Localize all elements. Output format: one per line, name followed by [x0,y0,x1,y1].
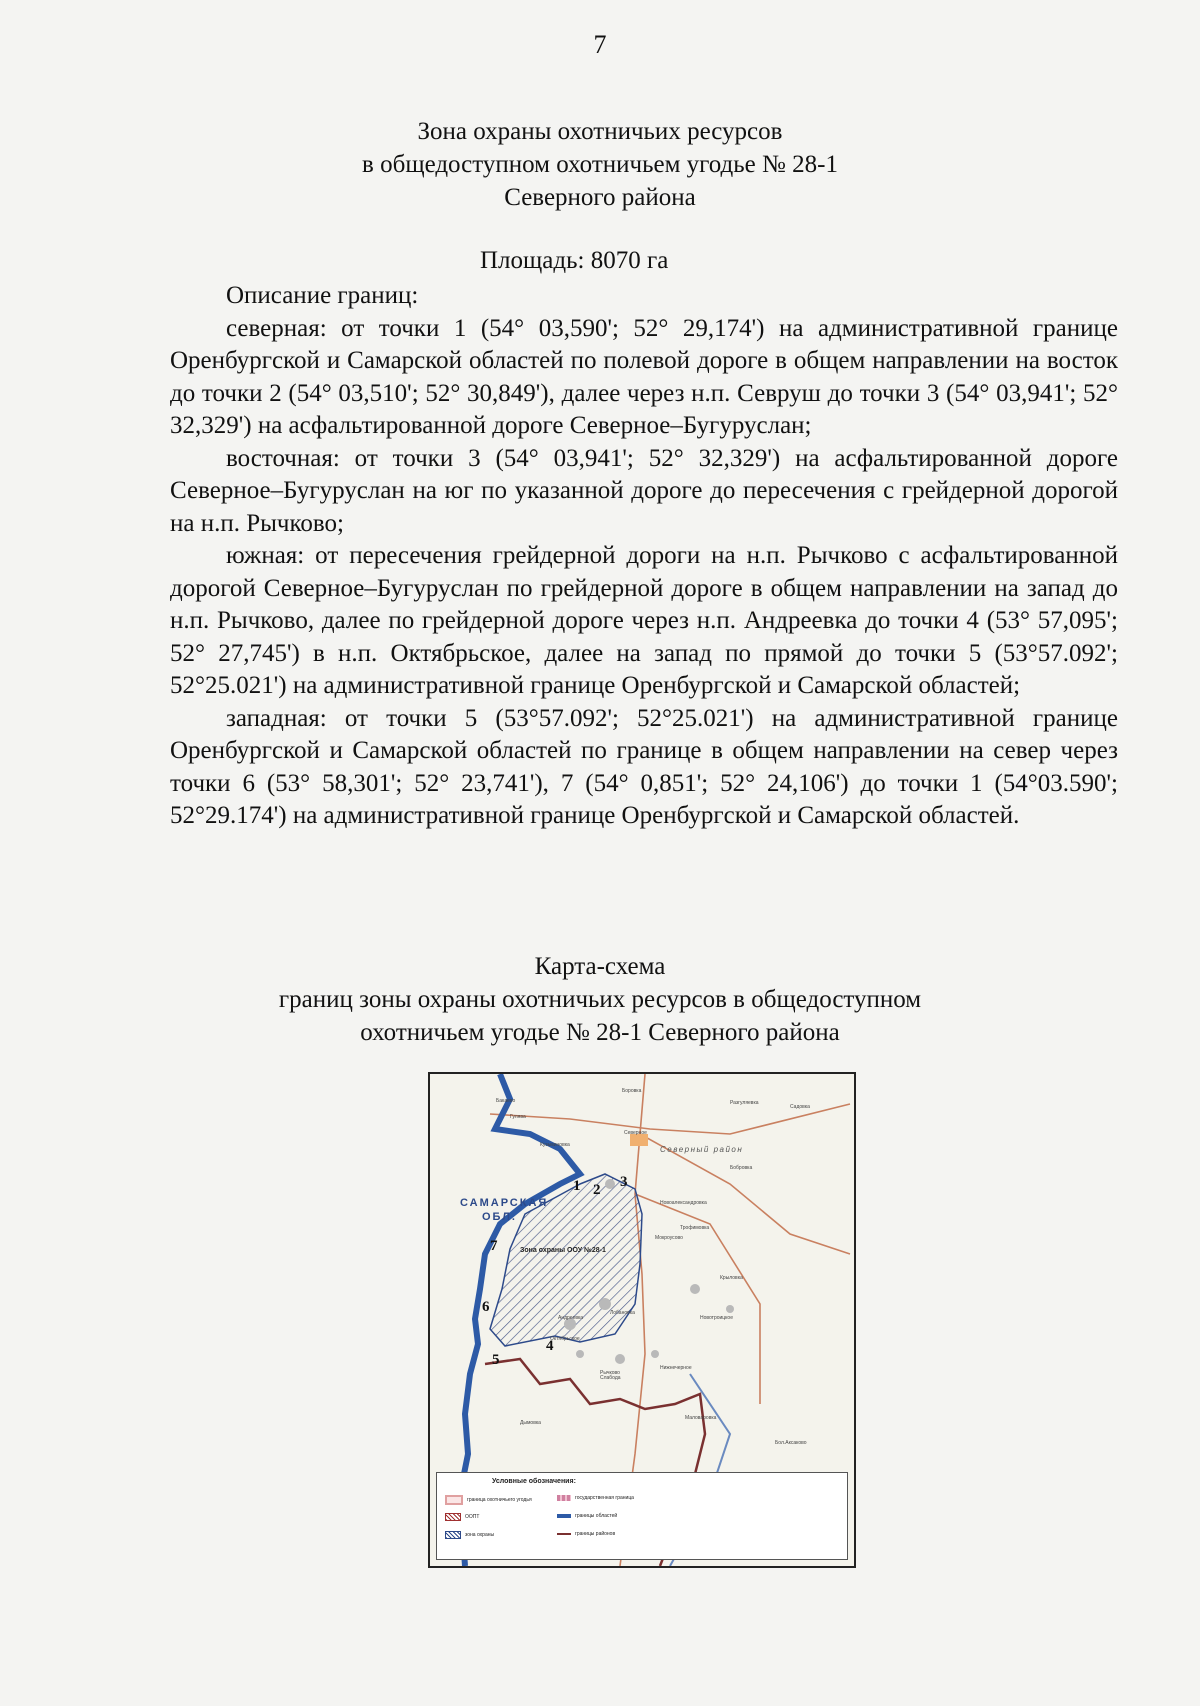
settlement-label: Октябрьское [550,1336,580,1342]
zone-label: Зона охраны ООУ №28-1 [520,1247,606,1254]
map-title-line: Карта-схема [534,953,666,980]
district-border-swatch [557,1533,571,1535]
legend-item [445,1531,494,1539]
settlement-label: Разгуляевка [730,1100,759,1106]
hunting-ground-swatch [445,1495,463,1505]
settlement-label: Лобановка [610,1310,635,1316]
legend-label: границы областей [575,1513,618,1519]
settlement-label: Кузьминовка [540,1142,570,1148]
point-5-label: 5 [492,1352,500,1368]
legend-label: границы районов [575,1531,616,1537]
samara-region-label-2: ОБЛ. [482,1211,517,1223]
point-6-label: 6 [482,1299,490,1315]
settlement-label: Трофимовка [680,1225,710,1231]
settlement-label: Боровка [622,1088,642,1094]
area-value: Площадь: 8070 га [480,247,669,274]
legend-item [445,1513,479,1521]
legend-label: ООПТ [465,1514,480,1520]
settlement-label: Маловаровка [685,1415,717,1421]
protection-zone-swatch [445,1531,461,1539]
settlement-label: Андреевка [558,1315,584,1321]
settlement-label: Новотроицкое [700,1315,733,1321]
point-3-label: 3 [620,1174,628,1190]
description-heading: Описание границ: [226,282,419,309]
map-title-line: границ зоны охраны охотничьих ресурсов в общедоступном [278,986,922,1013]
legend-label: граница охотничьего угодья [467,1497,532,1503]
page-number: 7 [593,30,607,59]
map-title-line: охотничьем угодье № 28-1 Северного района [360,1019,840,1046]
north-district-label: Северный район [660,1145,744,1154]
south-boundary: южная: от пересечения грейдерной дороги на н.п. Рычково с асфальтированной дорогой Северное–Бугуруслан по грейдерной дороге в общем направлении на запад до н.п. Рычково, далее по грейдерной дороге через н.п. Андреевка до точки 4 (53° 57,095'; 52° 27,745') в н.п. Октябрьское, далее на запад по прямой до точки 5 (53°57.092'; 52°25.021') на административной границе Оренбургской и Самарской областей; [170,542,1118,699]
legend-title: Условные обозначения: [492,1478,576,1485]
document-title [200,115,1000,214]
map-legend [436,1472,848,1560]
state-border-swatch [557,1495,571,1501]
oblast-border-swatch [557,1514,571,1518]
settlement-label: Дымовка [520,1420,541,1426]
settlement-label: Мокроусово [655,1235,683,1241]
settlement-label: Нижнечерное [660,1365,692,1371]
settlement-label: Бакаево [496,1098,516,1104]
settlement-label: Крыловка [720,1275,743,1281]
settlement-label: Новоалександровка [660,1200,707,1206]
legend-item [445,1495,532,1505]
settlement-label: Бобровка [730,1165,753,1171]
settlement-label: Северное [624,1130,647,1136]
legend-item [557,1513,617,1519]
title-line: в общедоступном охотничьем угодье № 28-1 [362,151,838,178]
point-1-label: 1 [573,1178,581,1194]
settlement-label: Бол.Аксаково [775,1440,807,1446]
legend-label: государственная граница [575,1495,634,1501]
protected-area-swatch [445,1513,461,1521]
point-7-label: 7 [490,1238,498,1254]
east-boundary: восточная: от точки 3 (54° 03,941'; 52° 32,329') на асфальтированной дороге Северное–Бугуруслан на юг по указанной дороге до пересечения с грейдерной дорогой на н.п. Рычково; [170,444,1118,537]
west-boundary: западная: от точки 5 (53°57.092'; 52°25.021') на административной границе Оренбургской и Самарской областей по границе в общем направлении на север через точки 6 (53° 58,301'; 52° 23,741'), 7 (54° 0,851'; 52° 24,106') до точки 1 (54°03.590'; 52°29.174') на административной границе Оренбургской и Самарской областей. [170,704,1118,829]
legend-item [557,1531,615,1537]
settlement-label: Гулява [510,1114,526,1120]
legend-item [557,1495,634,1501]
title-line: Северного района [504,184,696,211]
settlement-label: Рычково [600,1370,620,1376]
settlement-label: Садовка [790,1104,810,1110]
settlement-label: Слабода [600,1375,621,1381]
boundary-description [170,280,1118,833]
title-line: Зона охраны охотничьих ресурсов [417,118,783,145]
north-boundary: северная: от точки 1 (54° 03,590'; 52° 29,174') на административной границе Оренбургской и Самарской областей по полевой дороге в общем направлении на восток до точки 2 (54° 03,510'; 52° 30,849'), далее через н.п. Севруш до точки 3 (54° 03,941'; 52° 32,329') на асфальтированной дороге Северное–Бугуруслан; [170,314,1118,439]
map-title [200,950,1000,1049]
map-scheme [428,1072,856,1568]
point-2-label: 2 [593,1182,601,1198]
point-4-label: 4 [546,1338,554,1354]
legend-label: зона охраны [465,1532,495,1538]
samara-region-label: САМАРСКАЯ [460,1197,549,1209]
